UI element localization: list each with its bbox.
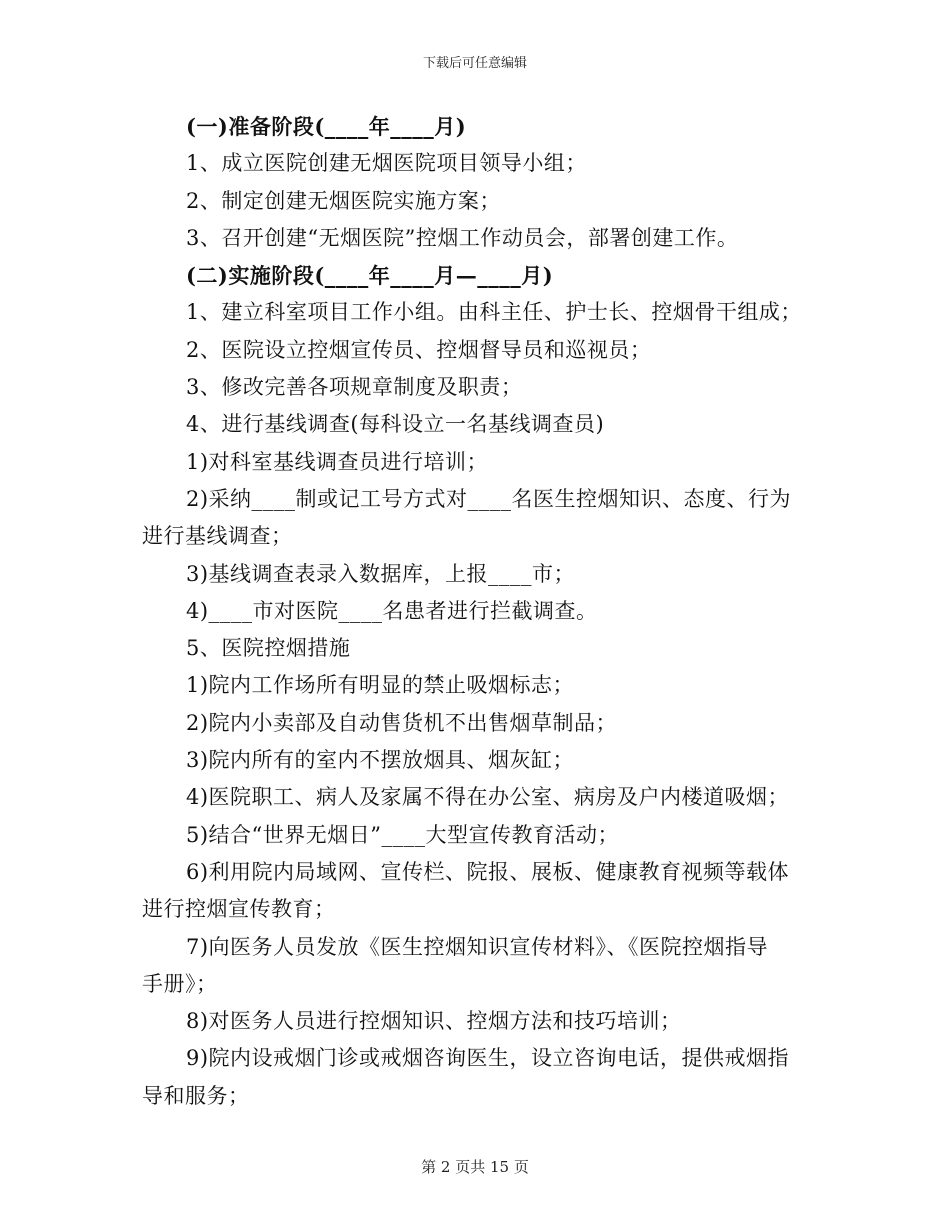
section-heading: (一)准备阶段(____年____月) <box>186 114 467 139</box>
paragraph-line: 2)院内小卖部及自动售货机不出售烟草制品； <box>186 710 618 735</box>
paragraph-line: 2、医院设立控烟宣传员、控烟督导员和巡视员； <box>186 337 652 362</box>
paragraph-line: 3)院内所有的室内不摆放烟具、烟灰缸； <box>186 748 575 773</box>
paragraph-line: 1)对科室基线调查员进行培训； <box>186 449 489 474</box>
paragraph-continuation: 进行基线调查； <box>142 524 293 549</box>
paragraph-continuation: 导和服务； <box>142 1083 250 1108</box>
page-header: 下载后可任意编辑 <box>422 56 527 71</box>
paragraph-line: 4、进行基线调查(每科设立一名基线调查员) <box>186 412 605 437</box>
paragraph-line: 9)院内设戒烟门诊或戒烟咨询医生，设立咨询电话，提供戒烟指 <box>186 1046 790 1071</box>
paragraph-line: 3、修改完善各项规章制度及职责； <box>186 375 523 400</box>
paragraph-line: 2、制定创建无烟医院实施方案； <box>186 188 501 213</box>
paragraph-line: 7)向医务人员发放《医生控烟知识宣传材料》、《医院控烟指导 <box>186 934 769 959</box>
paragraph-line: 6)利用院内局域网、宣传栏、院报、展板、健康教育视频等载体 <box>186 859 790 884</box>
paragraph-line: 3)基线调查表录入数据库，上报____市； <box>186 561 576 586</box>
paragraph-line: 3、召开创建“无烟医院”控烟工作动员会，部署创建工作。 <box>186 225 739 250</box>
paragraph-line: 2)采纳____制或记工号方式对____名医生控烟知识、态度、行为 <box>186 486 792 511</box>
paragraph-line: 1、建立科室项目工作小组。由科主任、护士长、控烟骨干组成； <box>186 300 802 325</box>
paragraph-line: 8)对医务人员进行控烟知识、控烟方法和技巧培训； <box>186 1009 682 1034</box>
paragraph-line: 1、成立医院创建无烟医院项目领导小组； <box>186 151 587 176</box>
page-footer: 第 2 页共 15 页 <box>421 1158 529 1176</box>
paragraph-continuation: 进行控烟宣传教育； <box>142 897 336 922</box>
document-body <box>142 108 802 1115</box>
paragraph-line: 1)院内工作场所有明显的禁止吸烟标志； <box>186 673 575 698</box>
paragraph-line: 4)____市对医院____名患者进行拦截调查。 <box>186 598 598 623</box>
paragraph-line: 5)结合“世界无烟日”____大型宣传教育活动； <box>186 822 620 847</box>
paragraph-line: 4)医院职工、病人及家属不得在办公室、病房及户内楼道吸烟； <box>186 785 790 810</box>
paragraph-continuation: 手册》； <box>142 971 218 996</box>
paragraph-line: 5、医院控烟措施 <box>186 636 351 661</box>
section-heading: (二)实施阶段(____年____月—____月) <box>186 263 554 289</box>
